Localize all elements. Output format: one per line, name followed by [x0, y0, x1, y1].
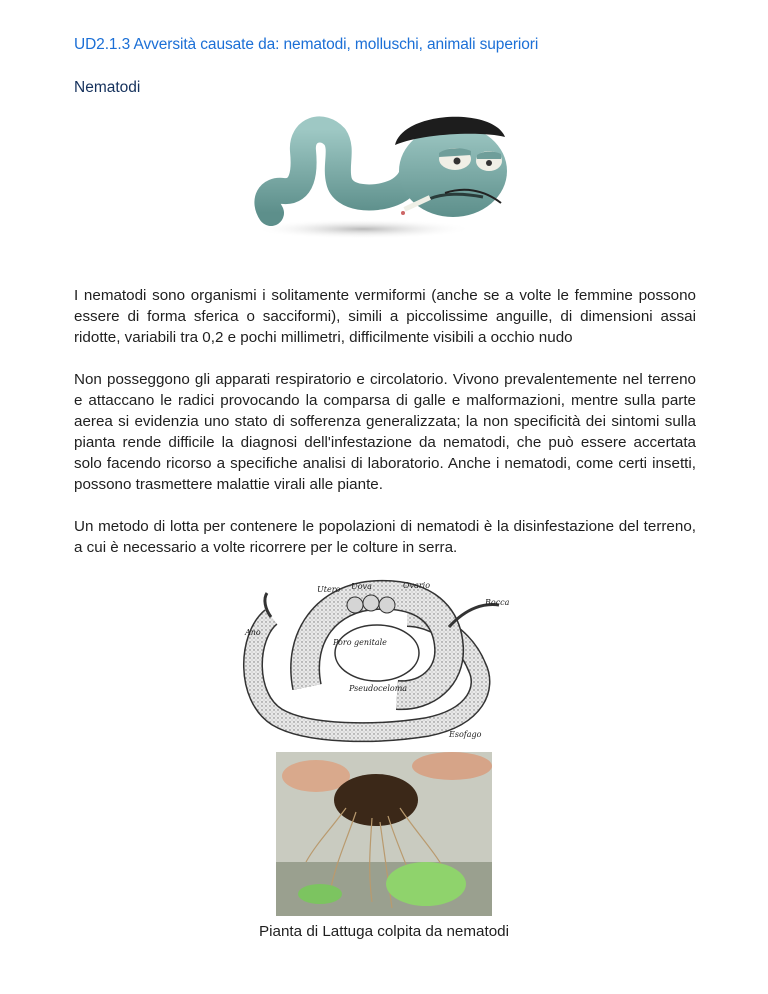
section-heading: UD2.1.3 Avversità causate da: nematodi, molluschi, animali superiori [74, 36, 539, 53]
label-uova: Uova [351, 582, 372, 591]
label-utero: Utero [317, 585, 341, 594]
paragraph-2: Non posseggono gli apparati respiratorio e circolatorio. Vivono prevalentemente nel terreno e attaccano le radici provocando la comparsa di galle e malformazioni, mentre sulla parte aerea si evidenzia uno stato di sofferenza generalizzata; la non specificità dei sintomi sulla pianta rende difficile la diagnosi dell'infestazione da nematodi, che può essere accertata solo facendo ricorso a specifiche analisi di laboratorio. Anche i nematodi, come certi insetti, possono trasmettere malattie virali alle piante. [74, 371, 696, 493]
label-bocca: Bocca [485, 598, 510, 607]
label-ovario: Ovario [403, 581, 431, 590]
nematode-anatomy-diagram [237, 577, 533, 744]
label-ano: Ano [245, 628, 261, 637]
lettuce-roots-photo [276, 752, 492, 916]
paragraph-3: Un metodo di lotta per contenere le popolazioni di nematodi è la disinfestazione del terreno, a cui è necessario a volte ricorrere per le colture in serra. [74, 518, 696, 556]
cartoon-worm-image [243, 101, 515, 241]
label-poro-genitale: Poro genitale [333, 638, 387, 647]
label-pseudoceloma: Pseudoceloma [349, 684, 408, 693]
paragraph-1: I nematodi sono organismi i solitamente vermiformi (anche se a volte le femmine possono essere di forma sferica o sacciformi), simili a piccolissime anguille, di dimensioni assai ridotte, variabili tra 0,2 e pochi millimetri, difficilmente visibili a occhio nudo [74, 287, 696, 346]
label-esofago: Esofago [449, 730, 482, 739]
subsection-heading: Nematodi [74, 79, 141, 96]
photo-caption: Pianta di Lattuga colpita da nematodi [259, 923, 509, 940]
